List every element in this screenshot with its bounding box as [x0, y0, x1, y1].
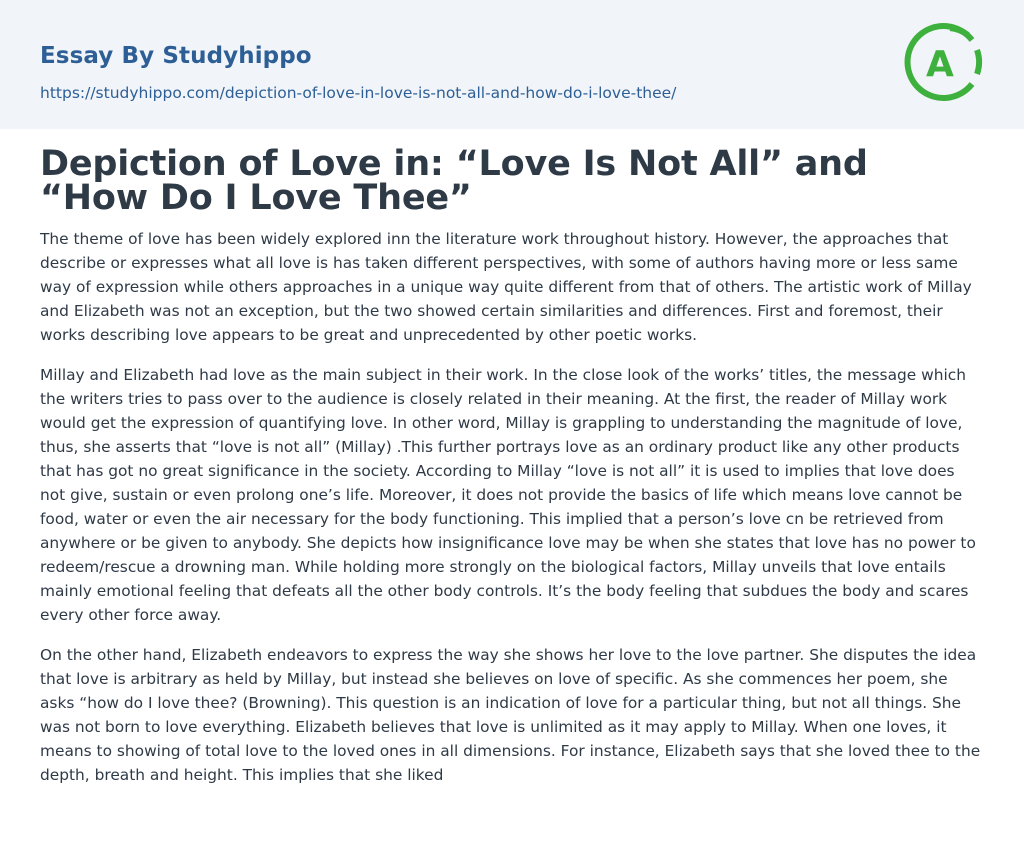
article-title: Depiction of Love in: “Love Is Not All” and “How Do I Love Thee” — [40, 144, 868, 218]
studyhippo-logo-icon[interactable] — [900, 20, 984, 104]
logo-letter: A — [926, 44, 954, 85]
article-paragraph-1: The theme of love has been widely explored inn the literature work throughout history. However, the approaches that describe or expresses what all love is has taken different perspectives, with some of authors having more or less same way of expression while others approaches in a unique way quite different from that of others. The artistic work of Millay and Elizabeth was not an exception, but the two showed certain similarities and differences. First and foremost, their works describing love appears to be great and unprecedented by other poetic works. — [40, 230, 972, 344]
brand-title[interactable]: Essay By Studyhippo — [40, 43, 312, 69]
article-content — [0, 129, 1024, 787]
source-url-link[interactable]: https://studyhippo.com/depiction-of-love-in-love-is-not-all-and-how-do-i-love-thee/ — [40, 84, 677, 102]
article-paragraph-3: On the other hand, Elizabeth endeavors to express the way she shows her love to the love partner. She disputes the idea that love is arbitrary as held by Millay, but instead she believes on love of specific. As she commences her poem, she asks “how do I love thee? (Browning). This question is an indication of love for a particular thing, but not all things. She was not born to love everything. Elizabeth believes that love is unlimited as it may apply to Millay. When one loves, it means to showing of total love to the loved ones in all dimensions. For instance, Elizabeth says that she loved thee to the depth, breath and height. This implies that she liked — [40, 646, 981, 784]
article-paragraph-2: Millay and Elizabeth had love as the main subject in their work. In the close look of the works’ titles, the message which the writers tries to pass over to the audience is closely related in their meaning. At the first, the reader of Millay work would get the expression of quantifying love. In other word, Millay is grappling to understanding the magnitude of love, thus, she asserts that “love is not all” (Millay) .This further portrays love as an ordinary product like any other products that has got no great significance in the society. According to Millay “love is not all” it is used to implies that love does not give, sustain or even prolong one’s life. Moreover, it does not provide the basics of life which means love cannot be food, water or even the air necessary for the body functioning. This implied that a person’s love cn be retrieved from anywhere or be given to anybody. She depicts how insignificance love may be when she states that love has no power to redeem/rescue a drowning man. While holding more strongly on the biological factors, Millay unveils that love entails mainly emotional feeling that defeats all the other body controls. It’s the body feeling that subdues the body and scares every other force away. — [40, 366, 976, 624]
site-header — [0, 0, 1024, 129]
